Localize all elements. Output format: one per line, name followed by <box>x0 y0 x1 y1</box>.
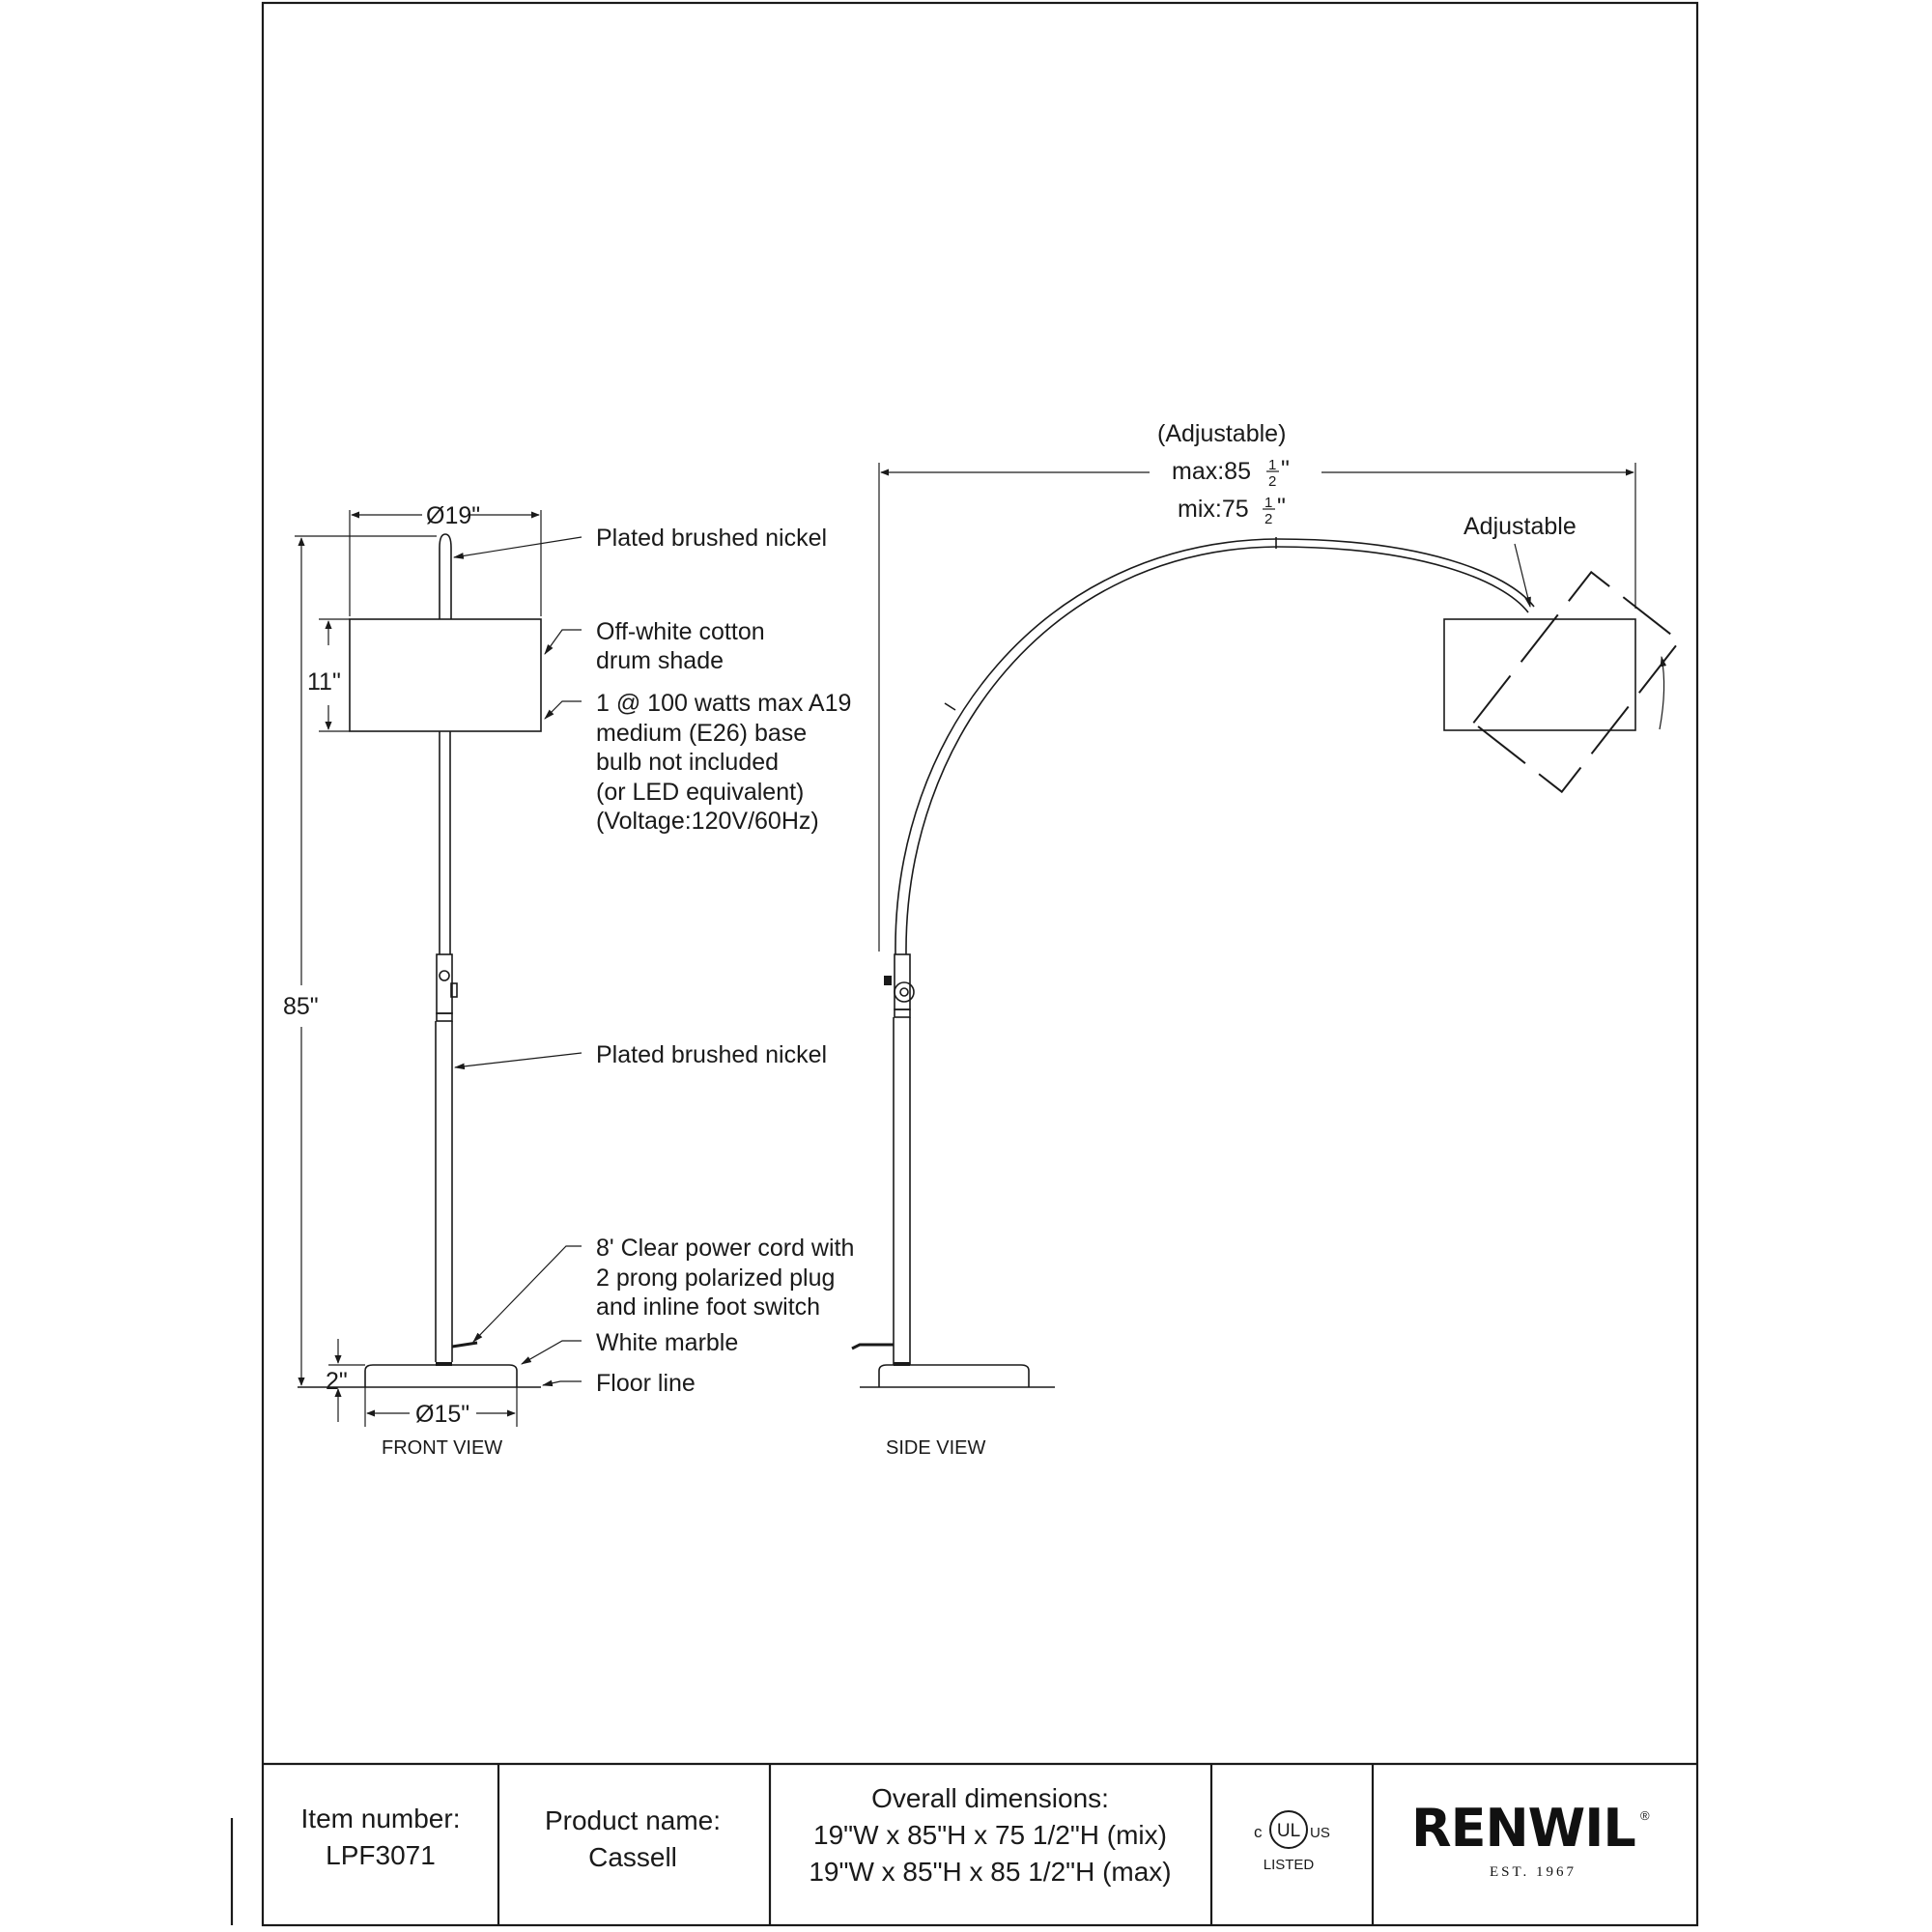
title-block <box>301 1783 1650 1887</box>
drawing-frame <box>263 3 1697 1925</box>
front-joint-pin <box>440 971 449 980</box>
callout-shade-line1: Off-white cotton <box>596 618 765 645</box>
side-dim-adjustable-paren: (Adjustable) <box>1157 420 1287 447</box>
callout-finish-top: Plated brushed nickel <box>596 525 828 552</box>
front-callouts <box>454 525 854 1397</box>
overall-dims-line1: 19"W x 85"H x 75 1/2"H (mix) <box>813 1820 1167 1850</box>
front-dim-base-height: 2" <box>326 1368 348 1395</box>
side-dim-min-num: 1 <box>1264 495 1273 511</box>
side-shade <box>1444 619 1635 730</box>
callout-bulb-line1: 1 @ 100 watts max A19 <box>596 690 852 717</box>
side-knob <box>884 976 892 985</box>
side-base <box>879 1365 1029 1387</box>
ul-us-letters: US <box>1310 1825 1330 1841</box>
side-dim-min-den: 2 <box>1264 511 1273 527</box>
side-dim-max-den: 2 <box>1268 473 1277 490</box>
front-joint <box>437 954 452 1013</box>
side-dim-max-inch: " <box>1281 456 1290 483</box>
renwil-logo <box>1411 1798 1650 1880</box>
side-joint-pin <box>900 988 908 996</box>
front-finial <box>440 534 451 619</box>
front-shade <box>350 619 541 731</box>
side-shade-tilted <box>1473 572 1679 791</box>
side-dim-min: mix:75 <box>1178 496 1249 523</box>
overall-dims-line2: 19"W x 85"H x 85 1/2"H (max) <box>809 1857 1172 1887</box>
side-view-drawing <box>852 537 1680 1387</box>
side-dim-max-num: 1 <box>1268 457 1277 473</box>
callout-cord-line3: and inline foot switch <box>596 1293 821 1321</box>
callout-cord-line1: 8' Clear power cord with <box>596 1235 855 1262</box>
side-arc-inner <box>906 547 1528 954</box>
callout-bulb-line3: bulb not included <box>596 749 780 776</box>
product-name-value: Cassell <box>588 1842 677 1872</box>
side-view-dimensions <box>879 420 1635 1459</box>
front-view-drawing <box>298 534 541 1387</box>
side-dim-max: max:85 <box>1172 458 1251 485</box>
callout-base: White marble <box>596 1329 739 1356</box>
side-lower-collar <box>895 1009 910 1017</box>
side-arc-outer <box>895 539 1534 954</box>
front-base <box>365 1365 517 1387</box>
side-shade-adjustable: Adjustable <box>1463 513 1577 540</box>
front-view-dimensions <box>283 502 541 1459</box>
side-dim-min-inch: " <box>1277 494 1286 521</box>
ul-c-letter: c <box>1254 1823 1263 1841</box>
callout-bulb-line2: medium (E26) base <box>596 720 808 747</box>
overall-dims-label: Overall dimensions: <box>871 1783 1109 1813</box>
callout-floor: Floor line <box>596 1370 696 1397</box>
brand-est: EST. 1967 <box>1489 1864 1577 1880</box>
product-name-label: Product name: <box>544 1805 722 1835</box>
callout-bulb-line5: (Voltage:120V/60Hz) <box>596 808 819 835</box>
side-joint-ring <box>895 982 914 1002</box>
front-dim-overall-height: 85" <box>283 993 319 1020</box>
ul-letters: UL <box>1276 1821 1301 1841</box>
ul-listed-icon <box>1254 1811 1330 1873</box>
side-rotate-arrow <box>1660 657 1664 729</box>
front-view-caption: FRONT VIEW <box>382 1437 503 1459</box>
brand-registered: ® <box>1640 1808 1650 1823</box>
callout-shade-line2: drum shade <box>596 647 724 674</box>
brand-name: RENWIL <box>1411 1798 1635 1859</box>
callout-cord-line2: 2 prong polarized plug <box>596 1264 836 1292</box>
front-dim-base-diameter: Ø15" <box>415 1401 470 1428</box>
front-dim-shade-diameter: Ø19" <box>426 502 481 529</box>
side-view-caption: SIDE VIEW <box>886 1437 986 1459</box>
callout-bulb-line4: (or LED equivalent) <box>596 779 805 806</box>
item-number-value: LPF3071 <box>326 1840 436 1870</box>
front-lower-collar <box>437 1013 452 1021</box>
item-number-label: Item number: <box>300 1804 461 1833</box>
callout-finish-pole: Plated brushed nickel <box>596 1041 828 1068</box>
ul-listed-text: LISTED <box>1263 1857 1315 1873</box>
front-dim-shade-height: 11" <box>307 668 341 696</box>
